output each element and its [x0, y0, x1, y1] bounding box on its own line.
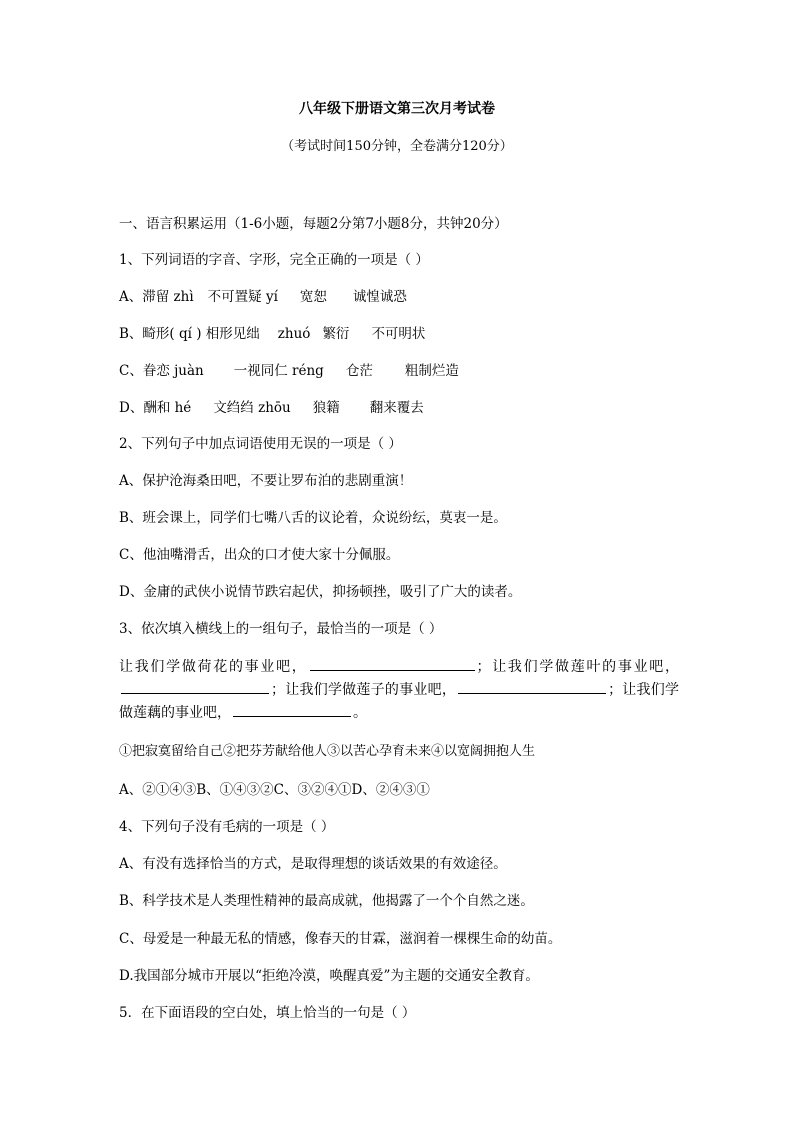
q3-passage-part5: 。	[353, 705, 367, 721]
q5-stem: 5．在下面语段的空白处，填上恰当的一句是（ ）	[119, 1005, 416, 1021]
q1-d-part1: D、酬和 hé	[119, 400, 192, 416]
q3-blank-4	[233, 702, 351, 717]
q4-stem: 4、下列句子没有毛病的一项是（ ）	[119, 819, 335, 835]
q1-d-part4: 翻来覆去	[369, 400, 424, 416]
q3-answer-choices: A、②①④③B、①④③②C、③②④①D、②④③①	[119, 782, 430, 798]
exam-subtitle: （考试时间150分钟，全卷满分120分）	[281, 139, 513, 154]
q2-stem: 2、下列句子中加点词语使用无误的一项是（ ）	[119, 436, 402, 452]
q1-option-a	[119, 287, 407, 307]
q4-option-a: A、有没有选择恰当的方式，是取得理想的谈话效果的有效途径。	[119, 856, 507, 872]
exam-title: 八年级下册语文第三次月考试卷	[299, 101, 495, 117]
q1-c-part4: 粗制烂造	[404, 363, 459, 379]
q1-a-part4: 诚惶诚恐	[352, 289, 407, 305]
q3-blank-3	[458, 679, 606, 694]
q2-option-d: D、金庸的武侠小说情节跌宕起伏，抑扬顿挫，吸引了广大的读者。	[119, 584, 522, 600]
q3-stem: 3、依次填入横线上的一组句子，最恰当的一项是（ ）	[119, 621, 443, 637]
q1-c-part3: 仓茫	[345, 363, 373, 379]
q1-option-b	[119, 324, 425, 344]
q1-b-part1: B、畸形( qí ) 相形见绌	[119, 326, 260, 342]
section-heading: 一、语言积累运用（1-6小题，每题2分第7小题8分，共钟20分）	[119, 216, 508, 232]
q1-a-part2: 不可置疑 yí	[207, 289, 278, 305]
q3-passage	[119, 656, 679, 725]
q1-option-c	[119, 361, 459, 381]
q1-c-part2: 一视同仁 réng	[233, 363, 324, 379]
q3-sentence-options: ①把寂寞留给自己②把芬芳献给他人③以苦心孕育未来④以宽阔拥抱人生	[119, 744, 536, 759]
q4-option-d: D.我国部分城市开展以“拒绝冷漠，唤醒真爱”为主题的交通安全教育。	[119, 968, 539, 984]
q1-b-part3: 繁衍	[322, 326, 350, 342]
q4-option-c: C、母爱是一种最无私的情感，像春天的甘霖，滋润着一棵棵生命的幼苗。	[119, 931, 562, 947]
q1-c-part1: C、眷恋 juàn	[119, 363, 204, 379]
q3-passage-part1: 让我们学做荷花的事业吧，	[119, 659, 308, 675]
q3-blank-1	[310, 656, 475, 671]
q1-a-part1: A、滞留 zhì	[119, 289, 194, 305]
q3-passage-part2: ；让我们学做莲叶的事业吧，	[476, 659, 679, 675]
q1-a-part3: 宽恕	[299, 289, 327, 305]
q1-d-part3: 狼籍	[312, 400, 340, 416]
q1-d-part2: 文绉绉 zhōu	[213, 400, 291, 416]
q3-passage-part3: ；让我们学做莲子的事业吧，	[271, 682, 457, 698]
q4-option-b: B、科学技术是人类理性精神的最高成就，他揭露了一个个自然之迷。	[119, 893, 534, 909]
q1-b-part4: 不可明状	[371, 326, 426, 342]
q1-b-part2: zhuó	[277, 326, 311, 342]
q1-option-d	[119, 398, 424, 418]
q2-option-a: A、保护沧海桑田吧，不要让罗布泊的悲剧重演！	[119, 473, 413, 489]
q1-stem: 1、下列词语的字音、字形，完全正确的一项是（ ）	[119, 252, 429, 268]
q2-option-c: C、他油嘴滑舌，出众的口才使大家十分佩服。	[119, 547, 400, 563]
q3-passage-part4: ；让我们学做莲藕的事业吧，	[119, 682, 680, 721]
q3-blank-2	[121, 679, 269, 694]
q2-option-b: B、班会课上，同学们七嘴八舌的议论着，众说纷纭，莫衷一是。	[119, 510, 507, 526]
